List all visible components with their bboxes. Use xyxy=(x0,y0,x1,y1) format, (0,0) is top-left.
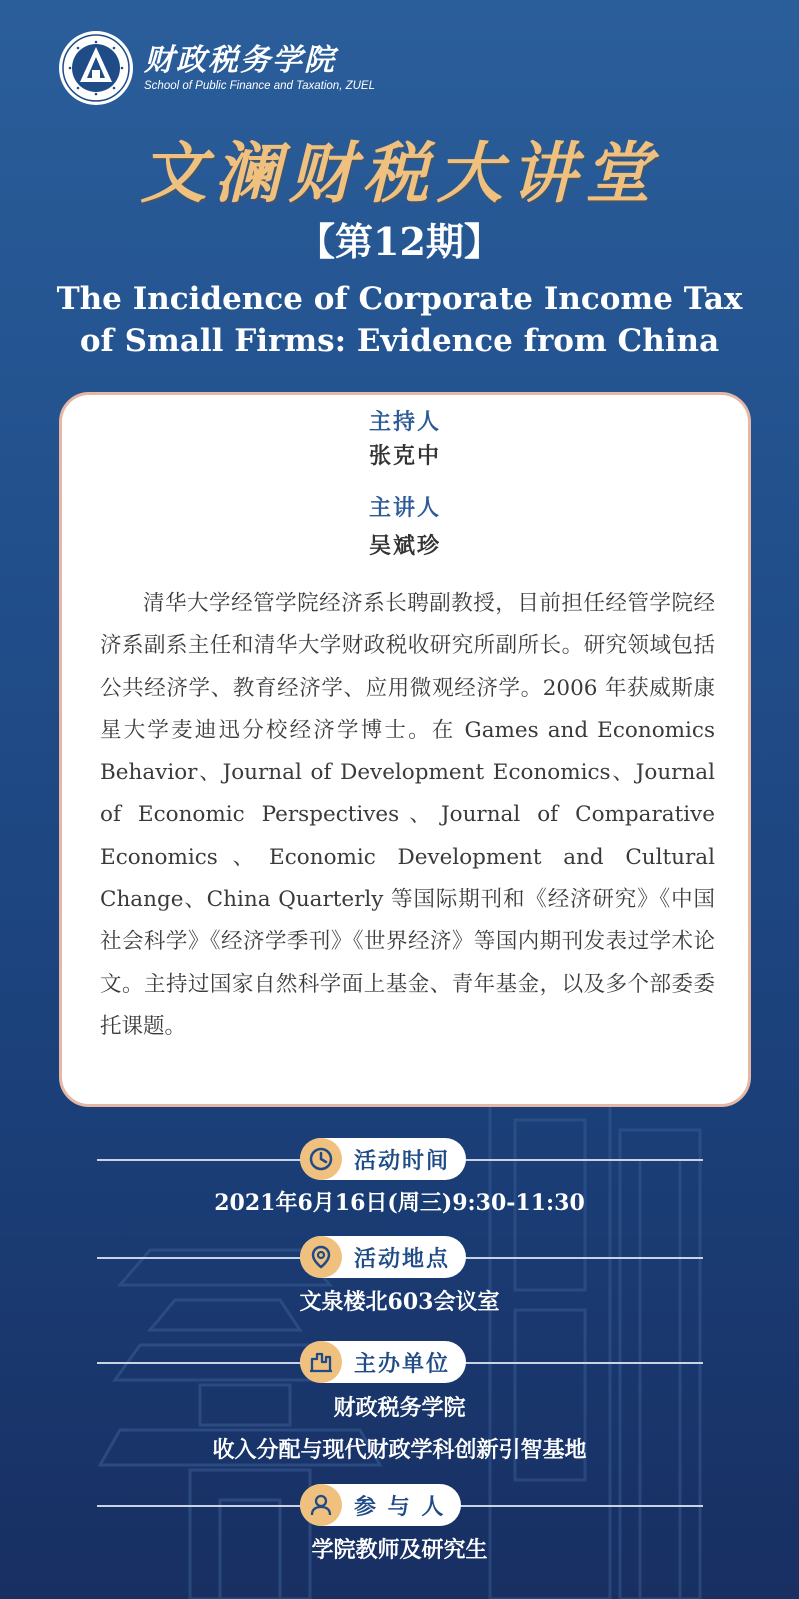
time-section-pill xyxy=(300,1138,466,1180)
school-name-en: School of Public Finance and Taxation, ZUEL xyxy=(144,80,375,92)
speaker-card xyxy=(59,392,751,1107)
issue-number: 【第12期】 xyxy=(297,219,502,264)
place-section-pill xyxy=(300,1236,466,1278)
organizer-label: 主办单位 xyxy=(354,1350,451,1377)
speaker-bio: 清华大学经管学院经济系长聘副教授，目前担任经管学院经济系副系主任和清华大学财政税收研究所副所长。研究领域包括公共经济学、教育经济学、应用微观经济学。2006 年获威斯康星大学麦迪迅分校经济学博士。在 Games and Economics Behavior、Journal of Development Economics、Journal of Economic Perspectives、Journal of Comparative Economics、Economic Development and Cultural Change、China Quarterly 等国际期刊和《经济研究》《中国社会科学》《经济学季刊》《世界经济》等国内期刊发表过学术论文。主持过国家自然科学面上基金、青年基金，以及多个部委委托课题。 xyxy=(100,591,715,1039)
school-name-cn: 财政税务学院 xyxy=(144,43,336,78)
talk-title-line-1: The Incidence of Corporate Income Tax xyxy=(56,281,743,317)
lecture-series-title: 文澜财税大讲堂 xyxy=(140,134,659,212)
time-label: 活动时间 xyxy=(354,1147,451,1174)
talk-title xyxy=(30,278,769,362)
university-emblem-icon xyxy=(58,30,134,106)
organizer-line-1: 财政税务学院 xyxy=(333,1395,466,1421)
place-value: 文泉楼北603会议室 xyxy=(299,1289,500,1315)
organizer-section-pill xyxy=(300,1341,466,1383)
organizer-line-2: 收入分配与现代财政学科创新引智基地 xyxy=(212,1437,587,1463)
talk-title-line-2: of Small Firms: Evidence from China xyxy=(79,323,720,359)
audience-value: 学院教师及研究生 xyxy=(311,1537,488,1563)
clock-icon xyxy=(300,1138,342,1180)
speaker-label: 主讲人 xyxy=(368,495,441,521)
host-label: 主持人 xyxy=(368,409,441,435)
person-icon xyxy=(300,1484,342,1526)
school-header xyxy=(58,30,375,106)
location-pin-icon xyxy=(300,1236,342,1278)
place-label: 活动地点 xyxy=(354,1245,451,1272)
speaker-name: 吴斌珍 xyxy=(368,533,441,559)
building-icon xyxy=(300,1341,342,1383)
audience-label: 参 与 人 xyxy=(354,1493,446,1520)
time-value: 2021年6月16日(周三)9:30-11:30 xyxy=(214,1190,585,1216)
host-name: 张克中 xyxy=(368,443,441,469)
audience-section-pill xyxy=(300,1484,461,1526)
